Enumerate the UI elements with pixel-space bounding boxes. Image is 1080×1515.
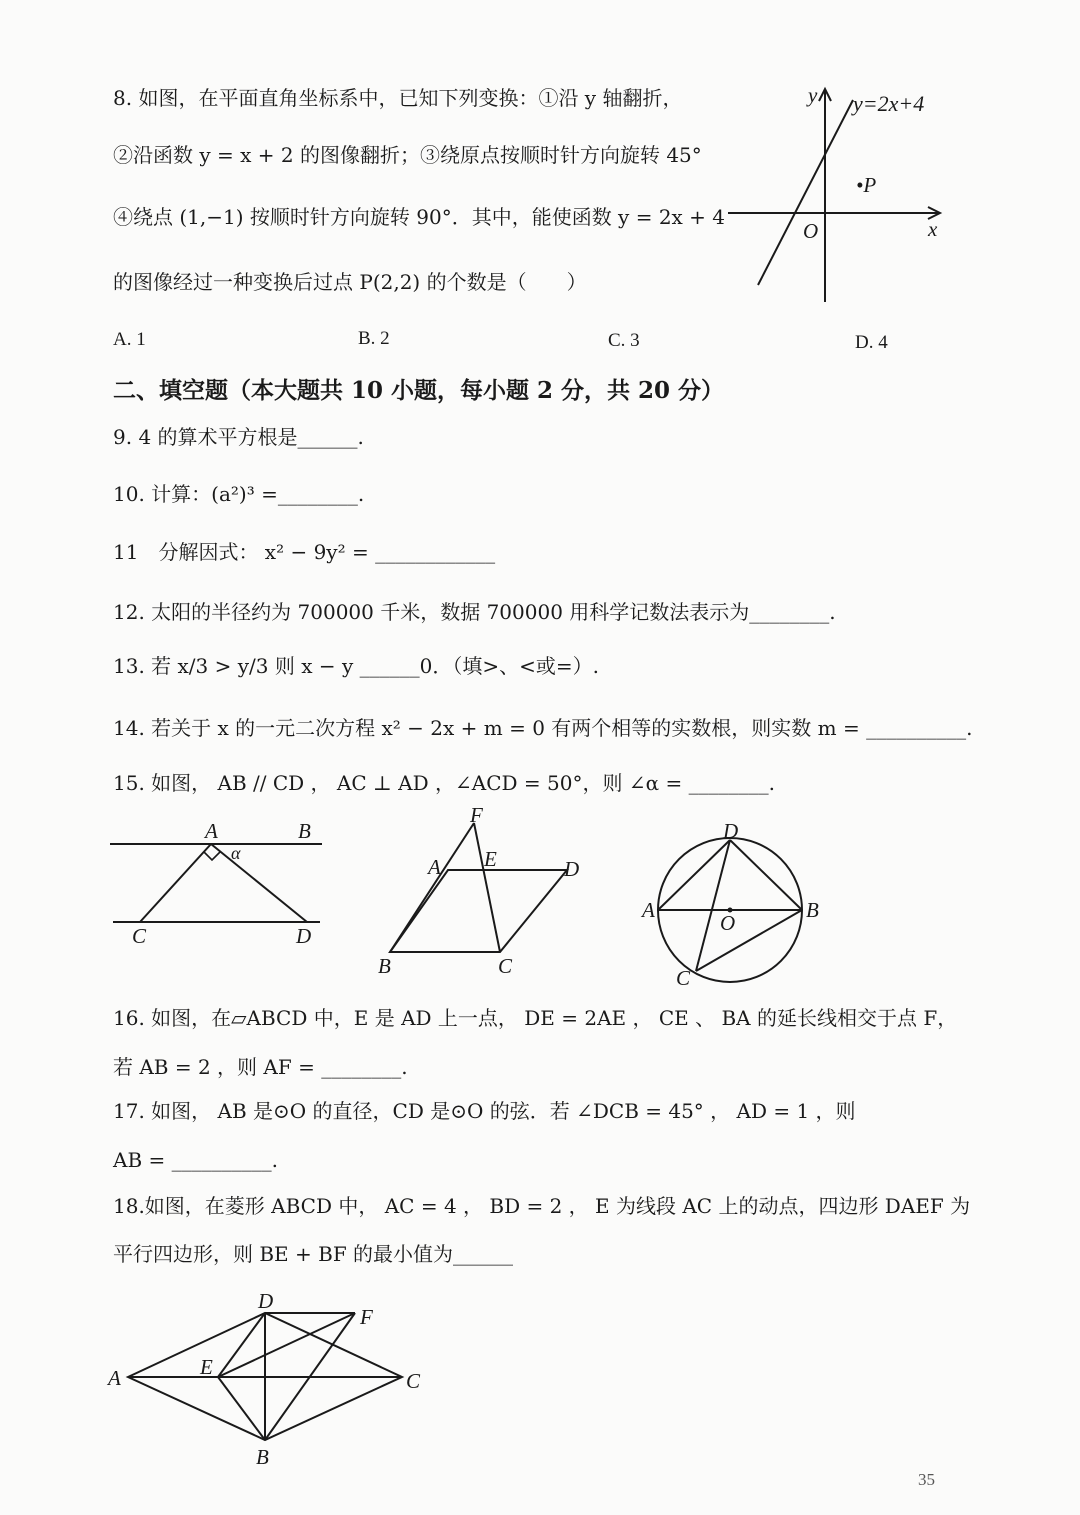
q8-option-b: B. 2 — [358, 328, 390, 349]
fig16-label-e: E — [484, 847, 497, 871]
fig17-label-d: D — [723, 819, 739, 843]
q13: 13. 若 x/3 > y/3 则 x − y ______0．（填>、<或=）. — [113, 654, 599, 678]
q16-line1: 16. 如图，在▱ABCD 中，E 是 AD 上一点， DE = 2AE ， CE 、 BA 的延长线相交于点 F， — [113, 1006, 958, 1030]
fig18-label-f: F — [360, 1305, 373, 1329]
q18-line1: 18.如图，在菱形 ABCD 中， AC = 4 ， BD = 2 ， E 为线段 AC 上的动点，四边形 DAEF 为 — [113, 1194, 971, 1218]
fig15-label-a: A — [205, 819, 218, 843]
q8-point-p: •P — [856, 173, 877, 197]
q15: 15. 如图， AB // CD ， AC ⊥ AD ，∠ACD = 50°，则 ∠α = ________. — [113, 771, 775, 795]
fig17-label-a: A — [642, 898, 655, 922]
fig16-label-b: B — [378, 954, 391, 978]
q8-x-label: x — [928, 217, 938, 241]
fig18-label-a: A — [108, 1366, 121, 1390]
fig16-label-f: F — [470, 803, 483, 827]
q8-line3: ④绕点 (1,−1) 按顺时针方向旋转 90°．其中，能使函数 y = 2x + 4 — [113, 205, 726, 229]
q11: 11 分解因式： x² − 9y² = ____________ — [113, 540, 496, 564]
fig16-label-d: D — [564, 857, 580, 881]
fig17-label-o: O — [720, 911, 736, 935]
q8-origin-label: O — [803, 219, 819, 243]
q10: 10. 计算：(a²)³ =________. — [113, 482, 365, 506]
q8-line1: 8. 如图，在平面直角坐标系中，已知下列变换：①沿 y 轴翻折， — [113, 86, 683, 110]
fig18-label-b: B — [256, 1445, 269, 1469]
fig18-segment-de — [218, 1313, 265, 1377]
fig18-label-c: C — [406, 1369, 421, 1393]
q8-line-label: y=2x+4 — [853, 91, 925, 116]
fig15-label-alpha: α — [231, 843, 241, 863]
section2-title: 二、填空题（本大题共 10 小题，每小题 2 分，共 20 分） — [113, 377, 725, 404]
q16-line2: 若 AB = 2 ，则 AF = ________. — [113, 1055, 408, 1079]
fig15-label-b: B — [298, 819, 311, 843]
fig16-label-a: A — [428, 855, 441, 879]
q8-option-d: D. 4 — [855, 332, 888, 353]
fig18-label-e: E — [200, 1355, 213, 1379]
q8-line2: ②沿函数 y = x + 2 的图像翻折；③绕原点按顺时针方向旋转 45° — [113, 143, 702, 167]
q18-line2: 平行四边形，则 BE + BF 的最小值为______ — [113, 1242, 514, 1266]
fig17-label-b: B — [806, 898, 819, 922]
fig18-label-d: D — [258, 1289, 274, 1313]
page-number: 35 — [918, 1470, 935, 1489]
fig15-label-d: D — [296, 924, 312, 948]
q17-line1: 17. 如图， AB 是⊙O 的直径，CD 是⊙O 的弦．若 ∠DCB = 45° ， AD = 1 ，则 — [113, 1099, 856, 1123]
fig18-segment-be — [218, 1377, 265, 1440]
q8-option-c: C. 3 — [608, 330, 640, 351]
fig15-label-c: C — [132, 924, 147, 948]
fig17-label-c: C — [676, 966, 691, 990]
q12: 12. 太阳的半径约为 700000 千米，数据 700000 用科学记数法表示为________. — [113, 600, 836, 624]
q8-line4: 的图像经过一种变换后过点 P(2,2) 的个数是（ ） — [113, 270, 587, 294]
q8-y-label: y — [808, 83, 818, 107]
q17-line2: AB = __________. — [113, 1148, 278, 1172]
fig16-label-c: C — [498, 954, 513, 978]
q9: 9. 4 的算术平方根是______. — [113, 425, 364, 449]
q8-option-a: A. 1 — [113, 329, 146, 350]
q14: 14. 若关于 x 的一元二次方程 x² − 2x + m = 0 有两个相等的实数根，则实数 m = __________. — [113, 716, 973, 740]
